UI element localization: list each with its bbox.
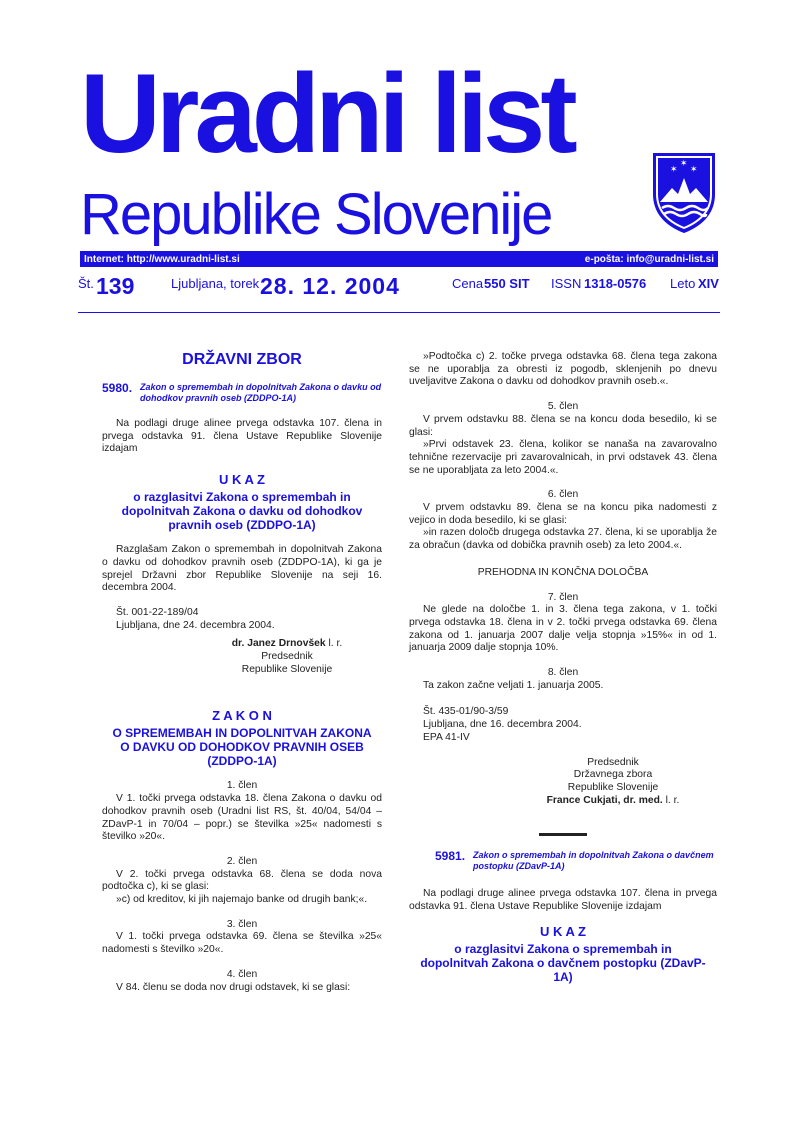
section-subheading: PREHODNA IN KONČNA DOLOČBA	[477, 566, 649, 578]
zakon-title: O SPREMEMBAH IN DOPOLNITVAH ZAKONA O DAVKU OD DOHODKOV PRAVNIH OSEB (ZDDPO-1A)	[112, 726, 372, 769]
act-title: Zakon o spremembah in dopolnitvah Zakona o davku od dohodkov pravnih oseb (ZDDPO-1A)	[140, 382, 382, 403]
clen-heading: 2. člen	[226, 855, 258, 867]
act-number: 5980.	[102, 381, 133, 395]
clen-text: V 84. členu se doda nov drugi odstavek, ki se glasi:	[116, 981, 351, 993]
ukaz-heading: U K A Z	[540, 923, 586, 939]
decree-number: Št. 001-22-189/04	[116, 606, 199, 618]
issue-place-day: Ljubljana, torek	[171, 276, 260, 291]
svg-text:✶: ✶	[680, 159, 688, 169]
clen-quote: »Podtočka c) 2. točke prvega odstavka 68. člena tega zakona se ne uporablja za obresti iz pogodb, sklenjenih po dnevu uveljavitve Zakona o davku od dohodkov pravnih oseb.«.	[409, 351, 717, 388]
ukaz-heading: U K A Z	[219, 472, 265, 488]
clen-text: Ta zakon začne veljati 1. januarja 2005.	[423, 679, 604, 691]
clen-heading: 6. člen	[547, 489, 579, 501]
signer-name: dr. Janez Drnovšek	[231, 638, 326, 650]
signature-block	[192, 638, 382, 676]
act-title: Zakon o spremembah in dopolnitvah Zakona o davčnem postopku (ZDavP-1A)	[473, 850, 714, 872]
masthead-subtitle: Republike Slovenije	[80, 182, 552, 247]
clen-heading: 7. člen	[547, 591, 579, 603]
clen-text: V 1. točki prvega odstavka 18. člena Zakona o davku od dohodkov pravnih oseb (Uradni list RS, št. 40/04, 54/04 – ZDavP-1 in 70/04 – popr.) se številka »25« nadomesti s številko »20«.	[102, 793, 382, 843]
signer-role-2: Republike Slovenije	[241, 663, 333, 675]
svg-text:✶: ✶	[690, 165, 698, 175]
clen-quote: »Prvi odstavek 23. člena, kolikor se nanaša na zavarovalno tehnične rezervacije pri zavarovalnicah, in prvi odstavek 43. člena se ne uporabljata za leto 2004.«.	[409, 439, 717, 476]
internet-link[interactable]: Internet: http://www.uradni-list.si	[84, 253, 240, 265]
section-heading: DRŽAVNI ZBOR	[182, 351, 302, 368]
clen-text: Ne glede na določbe 1. in 3. člena tega zakona, v 1. točki prvega odstavka 18. člena in v 2. točki prvega odstavka 69. člena zakona od 1. januarja 2007 dalje velja stopnja »15%« in od 1. januarja 2009 dalje stopnja 10%.	[409, 604, 717, 654]
issue-number: 139	[96, 273, 135, 299]
intro-paragraph: Na podlagi druge alinee prvega odstavka 107. člena in prvega odstavka 91. člena Ustave Republike Slovenije izdajam	[102, 418, 382, 455]
year-label: Leto	[670, 276, 696, 291]
signature-block	[509, 757, 717, 808]
zakon-heading: Z A K O N	[212, 708, 272, 724]
clen-heading: 4. člen	[226, 968, 258, 980]
clen-text: V 1. točki prvega odstavka 69. člena se številka »25« nadomesti s številko »20«.	[102, 931, 382, 956]
year-value: XIV	[698, 276, 719, 291]
masthead-title: Uradni list	[80, 51, 573, 176]
ukaz-title: o razglasitvi Zakona o spremembah in dopolnitvah Zakona o davčnem postopku (ZDavP-1A)	[420, 941, 706, 984]
decree-date: Ljubljana, dne 24. decembra 2004.	[116, 619, 275, 631]
issn-value: 1318-0576	[584, 276, 647, 291]
law-epa: EPA 41-IV	[423, 731, 470, 743]
signer-name: France Cukjati, dr. med.	[546, 794, 663, 806]
act-number: 5981.	[435, 849, 466, 864]
clen-text: V prvem odstavku 89. člena se na koncu pika nadomesti z vejico in doda besedilo, ki se glasi:	[409, 502, 717, 526]
masthead-bar	[80, 251, 718, 267]
price-label: Cena	[452, 276, 484, 291]
svg-text:✶: ✶	[670, 165, 678, 175]
ukaz-title: o razglasitvi Zakona o spremembah in dopolnitvah Zakona o davku od dohodkov pravnih oseb (ZDDPO-1A)	[121, 490, 363, 533]
intro-paragraph: Na podlagi druge alinee prvega odstavka 107. člena in prvega odstavka 91. člena Ustave Republike Slovenije izdajam	[409, 888, 717, 913]
right-column	[409, 351, 717, 984]
clen-text: V 2. točki prvega odstavka 68. člena se doda nova podtočka c), ki se glasi:	[102, 868, 382, 893]
signer-role-2: Državnega zbora	[573, 769, 653, 781]
issue-info-line	[78, 273, 720, 303]
signer-suffix: l. r.	[325, 638, 343, 650]
clen-quote: »c) od kreditov, ki jih najemajo banke od drugih bank;«.	[116, 894, 368, 906]
signer-role: Predsednik	[587, 756, 639, 768]
issue-date: 28. 12. 2004	[260, 273, 400, 299]
clen-heading: 3. člen	[226, 918, 258, 930]
law-number: Št. 435-01/90-3/59	[423, 706, 509, 718]
law-date: Ljubljana, dne 16. decembra 2004.	[423, 719, 582, 731]
price-value: 550 SIT	[484, 276, 530, 291]
issue-label: Št.	[78, 276, 94, 291]
clen-text: V prvem odstavku 88. člena se na koncu doda besedilo, ki se glasi:	[409, 413, 717, 438]
masthead-divider	[78, 312, 720, 313]
coat-of-arms-icon	[648, 150, 720, 236]
signer-suffix: l. r.	[662, 794, 680, 806]
act-heading-5980	[102, 382, 382, 404]
clen-heading: 8. člen	[547, 667, 579, 679]
act-heading-5981	[409, 850, 717, 872]
clen-heading: 5. člen	[547, 401, 579, 413]
left-column	[102, 350, 382, 994]
signer-role-3: Republike Slovenije	[567, 781, 659, 793]
email-link[interactable]: e-pošta: info@uradni-list.si	[584, 253, 714, 265]
clen-heading: 1. člen	[226, 780, 258, 792]
razglasam-paragraph: Razglašam Zakon o spremembah in dopolnitvah Zakona o davku od dohodkov pravnih oseb (ZDDPO-1A), ki ga je sprejel Državni zbor Republike Slovenije na seji 16. decembra 2004.	[102, 544, 382, 594]
clen-quote: »in razen določb drugega odstavka 27. člena, ki se uporablja že za obračun (davka od dobička pravnih oseb) za leto 2004.«.	[409, 527, 717, 552]
issn-label: ISSN	[551, 276, 582, 291]
signer-role: Predsednik	[261, 651, 313, 663]
